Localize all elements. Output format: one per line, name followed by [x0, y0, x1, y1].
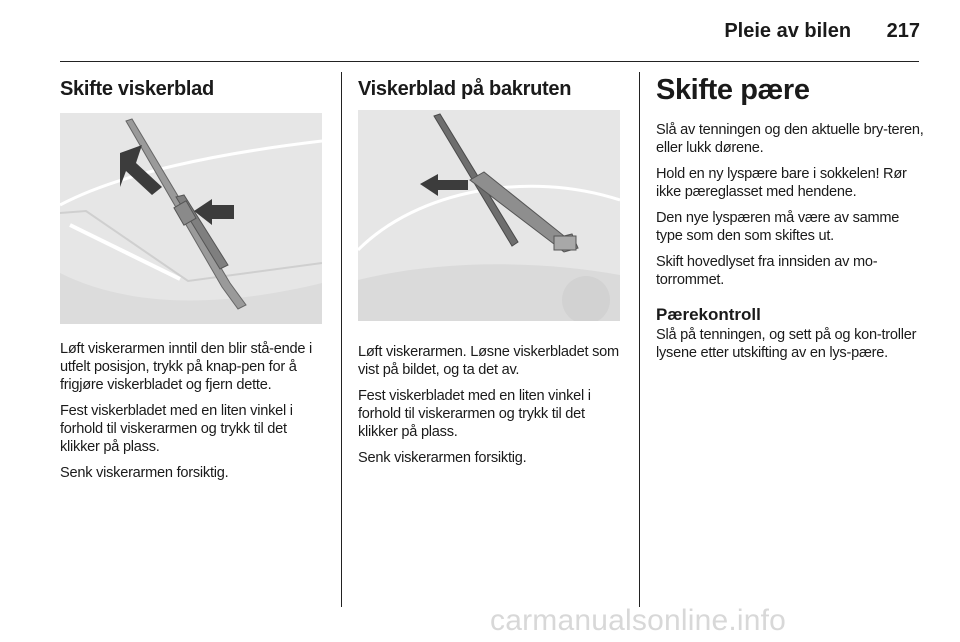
heading-rear-wiper: Viskerblad på bakruten: [358, 78, 572, 100]
column-divider: [639, 72, 640, 607]
column-bulb-replacement: [656, 74, 924, 370]
heading-wiper-blade: Skifte viskerblad: [60, 78, 214, 100]
paragraph: Senk viskerarmen forsiktig.: [358, 450, 527, 466]
section-title: Pleie av bilen: [724, 20, 852, 42]
column-rear-wiper: [358, 74, 624, 475]
page-number: 217: [886, 20, 920, 42]
paragraph: Løft viskerarmen inntil den blir stå-ende i utfelt posisjon, trykk på knap-pen for å frigjøre viskerbladet og fjern dette.: [60, 341, 313, 393]
heading-bulb-check: Pærekontroll: [656, 305, 761, 324]
paragraph: Slå på tenningen, og sett på og kon-troller lysene etter utskifting av en lys-pære.: [656, 327, 917, 361]
column-divider: [341, 72, 342, 607]
paragraph: Den nye lyspæren må være av samme type som den som skiftes ut.: [656, 210, 900, 244]
header-rule: [60, 61, 919, 62]
paragraph: Hold en ny lyspære bare i sokkelen! Rør ikke pæreglasset med hendene.: [656, 166, 907, 200]
paragraph: Slå av tenningen og den aktuelle bry-teren, eller lukk dørene.: [656, 122, 924, 156]
paragraph: Fest viskerbladet med en liten vinkel i forhold til viskerarmen og trykk til det klikker på plass.: [60, 403, 293, 455]
column-wiper-blade: [60, 74, 325, 490]
rear-wiper-illustration: [358, 110, 620, 321]
paragraph: Fest viskerbladet med en liten vinkel i forhold til viskerarmen og trykk til det klikker på plass.: [358, 388, 591, 440]
watermark: carmanualsonline.info: [490, 604, 787, 637]
wiper-blade-text: [60, 340, 325, 482]
paragraph: Løft viskerarmen. Løsne viskerbladet som vist på bildet, og ta det av.: [358, 344, 619, 378]
heading-bulb-replacement: Skifte pære: [656, 74, 810, 106]
rear-wiper-text: [358, 343, 624, 467]
paragraph: Skift hovedlyset fra innsiden av mo-torrommet.: [656, 254, 878, 288]
page-header: [724, 20, 920, 43]
bulb-replacement-text: [656, 121, 924, 289]
front-wiper-illustration: [60, 113, 322, 324]
paragraph: Senk viskerarmen forsiktig.: [60, 465, 229, 481]
